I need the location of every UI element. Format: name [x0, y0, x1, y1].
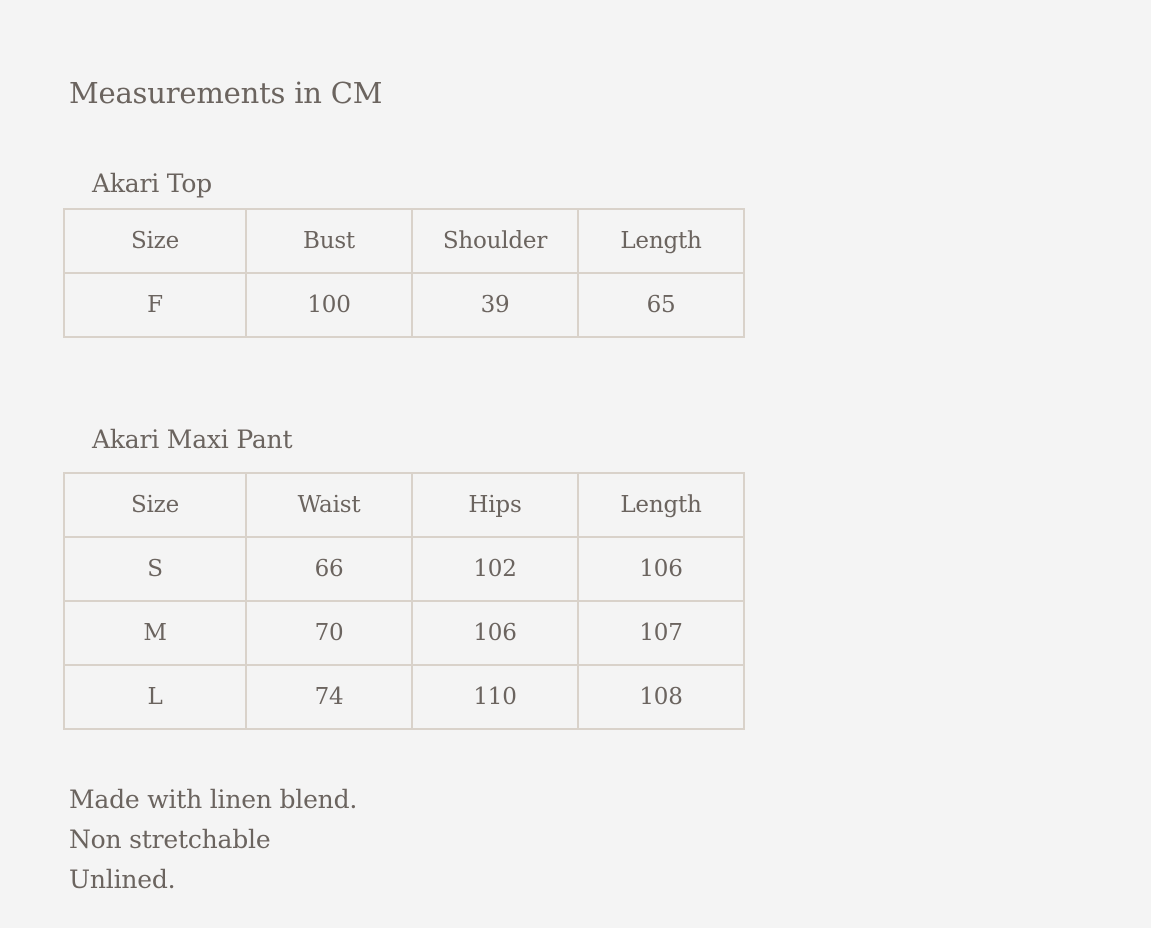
table-cell: 70	[246, 601, 412, 665]
table-cell: F	[64, 273, 246, 337]
table-row	[64, 537, 744, 601]
header-cell-hips: Hips	[412, 473, 578, 537]
akari-maxi-pant-table	[63, 472, 745, 730]
note-lining: Unlined.	[69, 865, 176, 894]
header-cell-bust: Bust	[246, 209, 412, 273]
table-header-row	[64, 473, 744, 537]
table-cell: 102	[412, 537, 578, 601]
header-cell-size: Size	[64, 209, 246, 273]
header-cell-waist: Waist	[246, 473, 412, 537]
note-stretch: Non stretchable	[69, 825, 271, 854]
table-header-row	[64, 209, 744, 273]
table-row	[64, 601, 744, 665]
table-cell: L	[64, 665, 246, 729]
table-cell: 39	[412, 273, 578, 337]
table-cell: 106	[412, 601, 578, 665]
akari-maxi-pant-caption: Akari Maxi Pant	[92, 425, 293, 454]
header-cell-shoulder: Shoulder	[412, 209, 578, 273]
table-cell: M	[64, 601, 246, 665]
table-cell: 106	[578, 537, 744, 601]
table-cell: 110	[412, 665, 578, 729]
akari-top-caption: Akari Top	[92, 169, 212, 198]
header-cell-length: Length	[578, 209, 744, 273]
akari-top-table	[63, 208, 745, 338]
table-cell: 107	[578, 601, 744, 665]
table-cell: 108	[578, 665, 744, 729]
table-cell: S	[64, 537, 246, 601]
header-cell-size: Size	[64, 473, 246, 537]
table-row	[64, 273, 744, 337]
product-notes	[69, 780, 357, 900]
table-cell: 66	[246, 537, 412, 601]
note-fabric: Made with linen blend.	[69, 785, 358, 814]
table-row	[64, 665, 744, 729]
header-cell-length: Length	[578, 473, 744, 537]
table-cell: 65	[578, 273, 744, 337]
table-cell: 100	[246, 273, 412, 337]
table-cell: 74	[246, 665, 412, 729]
page-title: Measurements in CM	[69, 76, 383, 110]
